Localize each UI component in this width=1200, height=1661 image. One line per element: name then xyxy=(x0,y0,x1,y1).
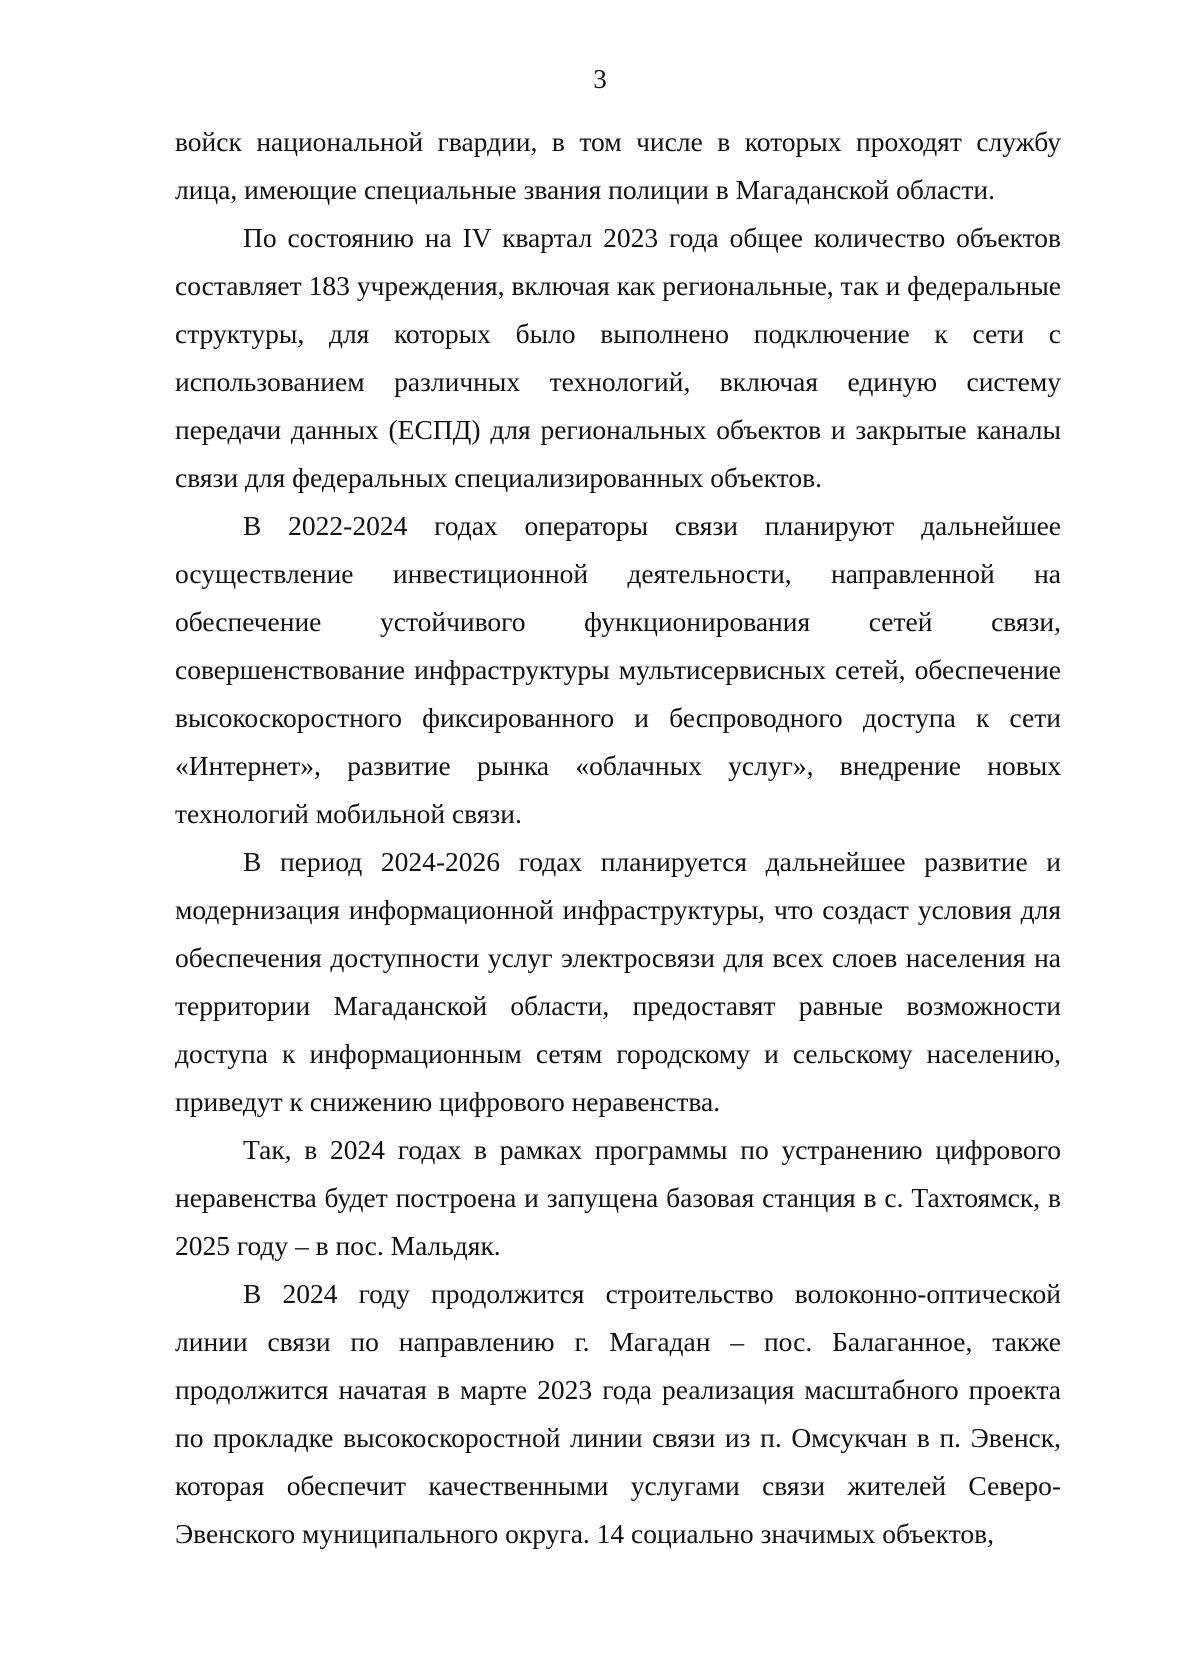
document-body xyxy=(175,118,1061,1558)
paragraph-operators-investment: В 2022-2024 годах операторы связи планируют дальнейшее осуществление инвестиционной деятельности, направленной на обеспечение устойчивого функционирования сетей связи, совершенствование инфраструктуры мультисервисных сетей, обеспечение высокоскоростного фиксированного и беспроводного доступа к сети «Интернет», развитие рынка «облачных услуг», внедрение новых технологий мобильной связи. xyxy=(175,510,1061,829)
paragraph-objects-count: По состоянию на IV квартал 2023 года общее количество объектов составляет 183 учреждения, включая как региональные, так и федеральные структуры, для которых было выполнено подключение к сети с использованием различных технологий, включая единую систему передачи данных (ЕСПД) для региональных объектов и закрытые каналы связи для федеральных специализированных объектов. xyxy=(175,222,1061,493)
page-number: 3 xyxy=(593,64,607,94)
paragraph-continuation: войск национальной гвардии, в том числе в которых проходят службу лица, имеющие специальные звания полиции в Магаданской области. xyxy=(175,126,1061,205)
paragraph-infrastructure-modernization: В период 2024-2026 годах планируется дальнейшее развитие и модернизация информационной инфраструктуры, что создаст условия для обеспечения доступности услуг электросвязи для всех слоев населения на территории Магаданской области, предоставят равные возможности доступа к информационным сетям городскому и сельскому населению, приведут к снижению цифрового неравенства. xyxy=(175,846,1061,1117)
paragraph-base-stations: Так, в 2024 годах в рамках программы по устранению цифрового неравенства будет построена и запущена базовая станция в с. Тахтоямск, в 2025 году – в пос. Мальдяк. xyxy=(175,1134,1061,1261)
paragraph-fiber-line-construction: В 2024 году продолжится строительство волоконно-оптической линии связи по направлению г. Магадан – пос. Балаганное, также продолжится начатая в марте 2023 года реализация масштабного проекта по прокладке высокоскоростной линии связи из п. Омсукчан в п. Эвенск, которая обеспечит качественными услугами связи жителей Северо-Эвенского муниципального округа. 14 социально значимых объектов, xyxy=(175,1278,1061,1549)
